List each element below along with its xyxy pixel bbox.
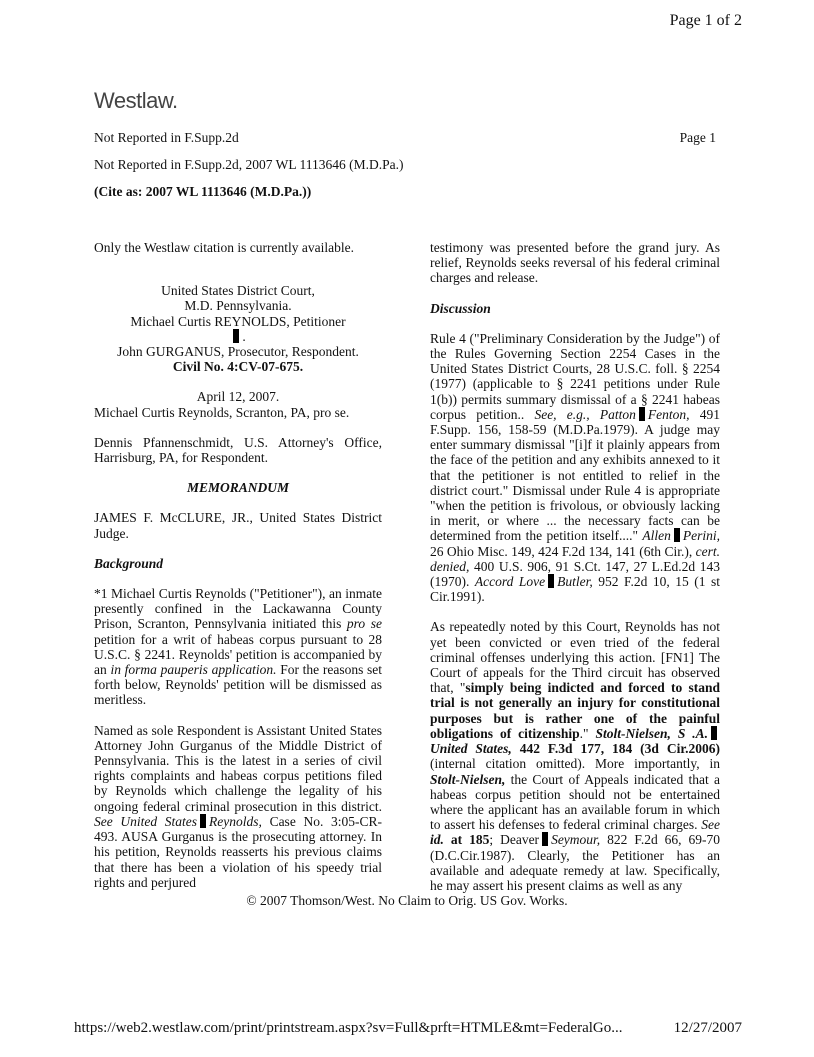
respondent: John GURGANUS, Prosecutor, Respondent. bbox=[117, 344, 359, 360]
background-paragraph-1: *1 Michael Curtis Reynolds ("Petitioner"), an inmate presently confined in the Lackawanna County Prison, Scranton, Pennsylvania initiated this pro se petition for a writ of habeas corpus pursuant to 28 U.S.C. § 2241. Reynolds' petition is accompanied by an in forma pauperis application. For the reasons set forth below, Reynolds' petition will be dismissed as meritless. bbox=[94, 586, 383, 708]
pro-se-counsel: Michael Curtis Reynolds, Scranton, PA, pro se. bbox=[94, 404, 350, 420]
discussion-paragraph-1: Rule 4 ("Preliminary Consideration by the Judge") of the Rules Governing Section 2254 Cases in the United States District Courts, 28 U.S.C. foll. § 2254 (1977) (applicable to § 2241 petitions under Rule 1(b)) permits summary dismissal of a § 2241 habeas corpus petition.. See, e.g., Patton Fenton, 491 F.Supp. 156, 158-59 (M.D.Pa.1979). A judge may enter summary dismissal "[i]f it plainly appears from the face of the petition and any exhibits annexed to it that the petitioner is not entitled to relief in the district court." Dismissal under Rule 4 is appropriate "when the petition is frivolous, or obviously lacking in merit, or where ... the necessary facts can be determined from the petition itself...." Allen Perini, 26 Ohio Misc. 149, 424 F.2d 134, 141 (6th Cir.), cert. denied, 400 U.S. 906, 91 S.Ct. 147, 27 L.Ed.2d 143 (1970). Accord Love Butler, 952 F.2d 10, 15 (1 st Cir.1991). bbox=[430, 330, 721, 605]
court-district: M.D. Pennsylvania. bbox=[184, 298, 292, 314]
availability-note: Only the Westlaw citation is currently available. bbox=[94, 240, 354, 255]
left-column bbox=[94, 240, 382, 905]
background-paragraph-2: Named as sole Respondent is Assistant United States Attorney John Gurganus of the Middle District of Pennsylvania. This is the latest in a series of civil rights complaints and habeas corpus petitions filed by Reynolds which challenge the legality of his ongoing federal criminal prosecution in this district. See United States Reynolds, Case No. 3:05-CR-493. AUSA Gurganus is the prosecuting attorney. In his petition, Reynolds reasserts his previous claims that there has been a violation of his speedy trial rights and perjured bbox=[94, 722, 382, 890]
respondent-counsel: Dennis Pfannenschmidt, U.S. Attorney's Office, Harrisburg, PA, for Respondent. bbox=[94, 434, 382, 466]
decision-date: April 12, 2007. bbox=[196, 389, 280, 405]
background-heading: Background bbox=[94, 555, 164, 571]
discussion-paragraph-2: As repeatedly noted by this Court, Reynolds has not yet been convicted or even tried of the federal criminal offenses underlying this action. [FN1] The Court of appeals for the Third circuit has observed that, "simply being indicted and forced to stand trial is not generally an injury for constitutional purposes but is rather one of the painful obligations of citizenship." Stolt-Nielsen, S .A.United States, 442 F.3d 177, 184 (3d Cir.2006) (internal citation omitted). More importantly, in Stolt-Nielsen, the Court of Appeals indicated that a habeas corpus petition should not be entertained where the applicant has an available forum in which to assert his defenses to federal criminal charges. See id. at 185; Deaver Seymour, 822 F.2d 66, 69-70 (D.C.Cir.1987). Clearly, the Petitioner has an available and adequate remedy at law. Specifically, he may assert his present claims as well as any bbox=[430, 619, 721, 893]
westlaw-logo: Westlaw. bbox=[94, 88, 178, 113]
print-date: 12/27/2007 bbox=[673, 1020, 742, 1036]
civil-number: Civil No. 4:CV-07-675. bbox=[172, 359, 304, 375]
redaction-bar bbox=[674, 528, 680, 542]
redaction-bar bbox=[711, 726, 717, 740]
discussion-heading: Discussion bbox=[430, 300, 491, 316]
header-line-2: Not Reported in F.Supp.2d, 2007 WL 1113646 (M.D.Pa.) bbox=[94, 157, 404, 172]
memorandum-heading: MEMORANDUM bbox=[186, 480, 290, 496]
header-page: Page 1 bbox=[679, 130, 716, 145]
header-line-1: Not Reported in F.Supp.2d bbox=[94, 130, 239, 145]
cite-as: (Cite as: 2007 WL 1113646 (M.D.Pa.)) bbox=[94, 184, 312, 199]
page-counter: Page 1 of 2 bbox=[669, 12, 742, 29]
redaction-bar bbox=[639, 407, 645, 421]
print-url: https://web2.westlaw.com/print/printstream.aspx?sv=Full&prft=HTMLE&mt=FederalGo... bbox=[74, 1020, 623, 1036]
copyright-footer: © 2007 Thomson/West. No Claim to Orig. US Gov. Works. bbox=[246, 893, 568, 908]
continued-paragraph: testimony was presented before the grand jury. As relief, Reynolds seeks reversal of his federal criminal charges and release. bbox=[430, 240, 720, 286]
redaction-bar bbox=[233, 329, 239, 343]
right-column bbox=[430, 240, 720, 908]
redaction-bar bbox=[548, 574, 554, 588]
judge-line: JAMES F. McCLURE, JR., United States District Judge. bbox=[94, 510, 382, 541]
versus-line: . bbox=[94, 329, 382, 344]
petitioner: Michael Curtis REYNOLDS, Petitioner bbox=[130, 313, 346, 329]
redaction-bar bbox=[200, 814, 206, 828]
redaction-bar bbox=[542, 832, 548, 846]
court-name: United States District Court, bbox=[161, 283, 315, 299]
